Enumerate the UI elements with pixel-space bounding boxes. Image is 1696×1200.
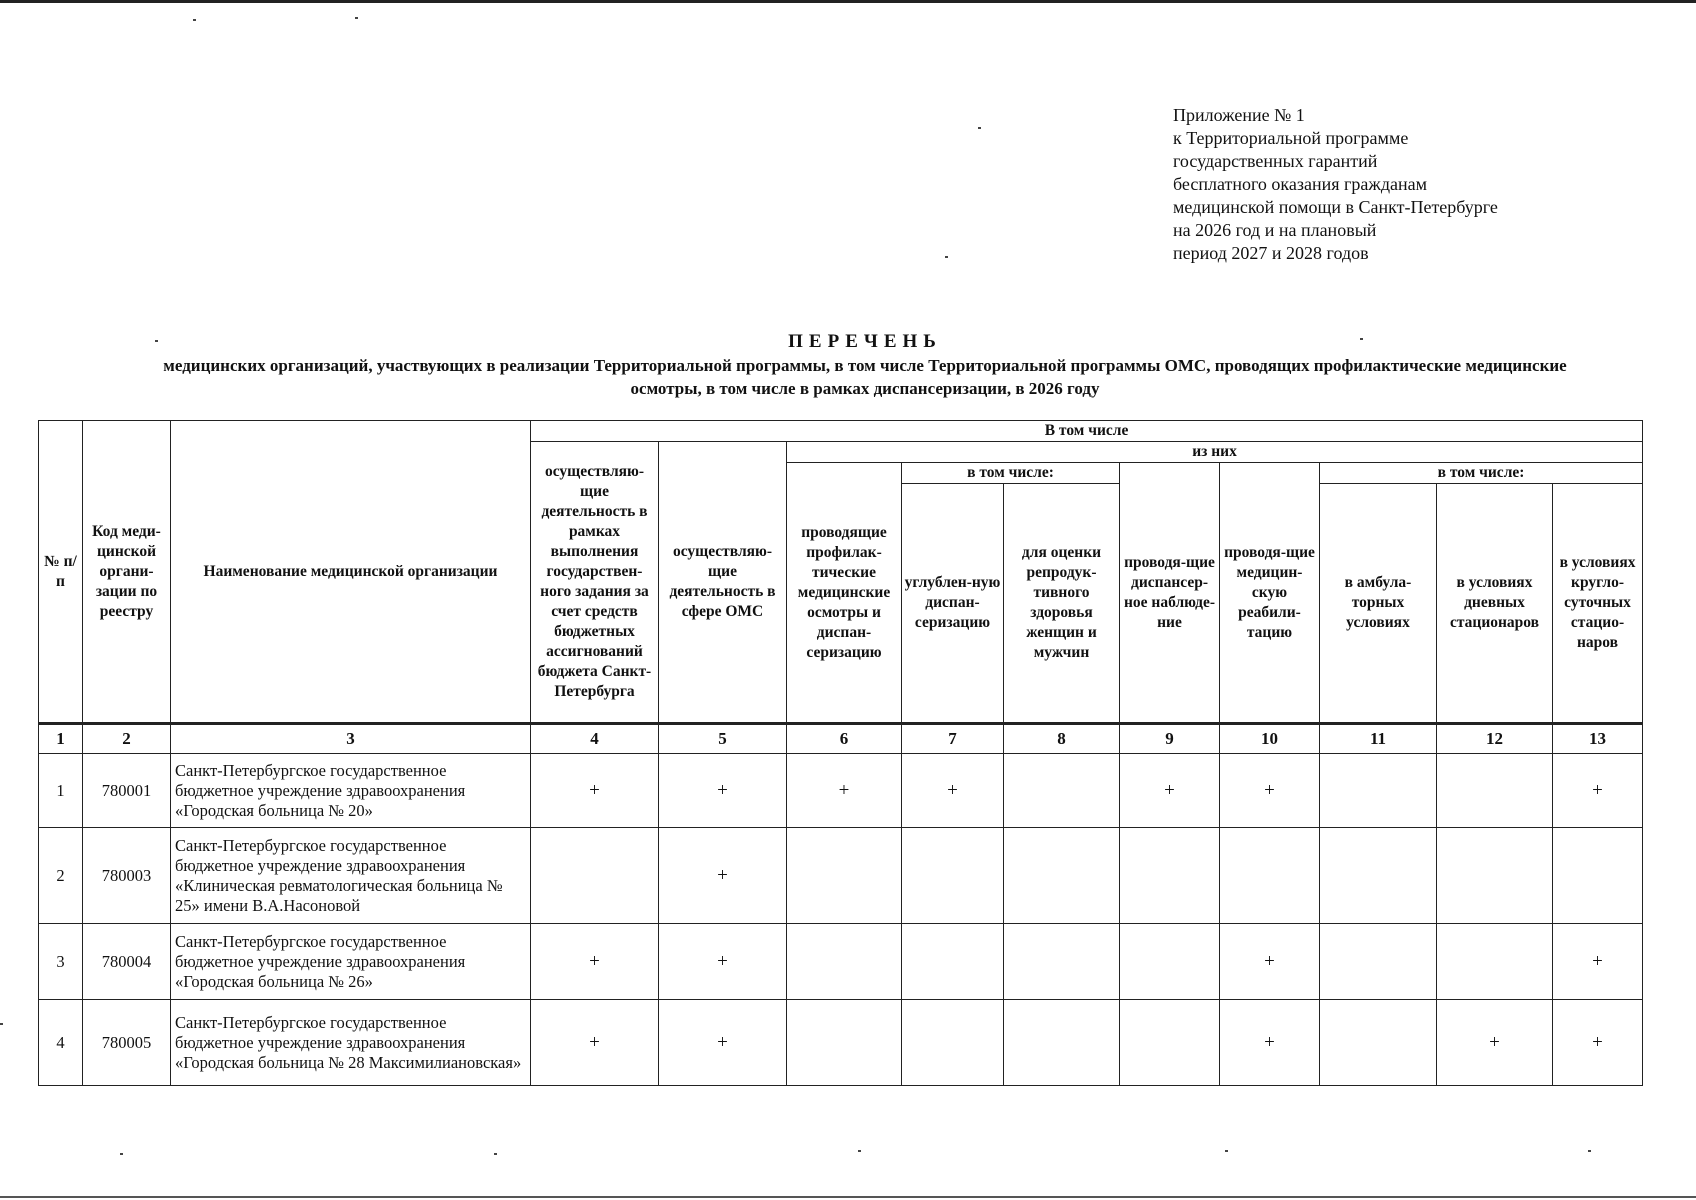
column-number: 8 (1004, 724, 1120, 754)
column-number: 13 (1553, 724, 1643, 754)
org-name: Санкт-Петербургское государственное бюджетное учреждение здравоохранения «Городская больница № 28 Максимилиановская» (171, 1000, 531, 1086)
scan-speck (120, 1153, 123, 1155)
cell-budget: + (531, 754, 659, 828)
scan-speck (945, 256, 948, 258)
cell-round (1553, 828, 1643, 924)
cell-repro (1004, 754, 1120, 828)
header-day: в условиях дневных стационаров (1437, 484, 1553, 724)
column-number: 12 (1437, 724, 1553, 754)
cell-day (1437, 828, 1553, 924)
table-row (39, 754, 1643, 828)
cell-repro (1004, 924, 1120, 1000)
org-name: Санкт-Петербургское государственное бюджетное учреждение здравоохранения «Клиническая ревматологическая больница № 25» имени В.А.Насоновой (171, 828, 531, 924)
cell-disp: + (1120, 754, 1220, 828)
cell-rehab: + (1220, 1000, 1320, 1086)
column-number: 2 (83, 724, 171, 754)
cell-oms: + (659, 828, 787, 924)
table-row (39, 828, 1643, 924)
cell-oms: + (659, 1000, 787, 1086)
scan-bottom-border (0, 1196, 1696, 1198)
column-number: 7 (902, 724, 1004, 754)
cell-rehab: + (1220, 924, 1320, 1000)
column-number: 5 (659, 724, 787, 754)
scan-speck (0, 1023, 3, 1025)
cell-disp (1120, 1000, 1220, 1086)
table-row (39, 924, 1643, 1000)
cell-rehab (1220, 828, 1320, 924)
header-repro: для оценки репродук-тивного здоровья женщин и мужчин (1004, 484, 1120, 724)
scan-speck (355, 17, 358, 19)
document-title (150, 330, 1580, 400)
org-name: Санкт-Петербургское государственное бюджетное учреждение здравоохранения «Городская больница № 20» (171, 754, 531, 828)
cell-prof (787, 924, 902, 1000)
org-code: 780005 (83, 1000, 171, 1086)
header-prof: проводящие профилак-тические медицинские осмотры и диспан-серизацию (787, 463, 902, 724)
scan-speck (858, 1150, 861, 1152)
cell-budget: + (531, 924, 659, 1000)
cell-ambul (1320, 924, 1437, 1000)
cell-deep (902, 828, 1004, 924)
cell-budget: + (531, 1000, 659, 1086)
column-number: 6 (787, 724, 902, 754)
org-name: Санкт-Петербургское государственное бюджетное учреждение здравоохранения «Городская больница № 26» (171, 924, 531, 1000)
cell-disp (1120, 828, 1220, 924)
organizations-table (38, 420, 1643, 1086)
title-main: ПЕРЕЧЕНЬ (788, 331, 942, 352)
column-number: 11 (1320, 724, 1437, 754)
title-subtitle: медицинских организаций, участвующих в реализации Территориальной программы, в том числе Территориальной программы ОМС, проводящих профилактические медицинские осмотры, в том числе в рамках диспансеризации, в 2026 году (163, 356, 1567, 398)
annex-note: Приложение № 1 к Территориальной программе государственных гарантий бесплатного оказания гражданам медицинской помощи в Санкт-Петербурге на 2026 год и на плановый период 2027 и 2028 годов (1173, 105, 1498, 263)
cell-repro (1004, 828, 1120, 924)
column-number: 9 (1120, 724, 1220, 754)
cell-day (1437, 924, 1553, 1000)
column-number: 1 (39, 724, 83, 754)
header-rehab: проводя-щие медицин-скую реабили-тацию (1220, 463, 1320, 724)
cell-oms: + (659, 754, 787, 828)
cell-ambul (1320, 828, 1437, 924)
scan-speck (1588, 1150, 1591, 1152)
row-number: 1 (39, 754, 83, 828)
scan-speck (193, 19, 196, 21)
cell-round: + (1553, 754, 1643, 828)
scan-speck (1225, 1150, 1228, 1152)
column-number-row (39, 724, 1643, 754)
cell-round: + (1553, 924, 1643, 1000)
cell-disp (1120, 924, 1220, 1000)
cell-repro (1004, 1000, 1120, 1086)
row-number: 2 (39, 828, 83, 924)
cell-budget (531, 828, 659, 924)
header-num: № п/п (39, 421, 83, 724)
cell-deep: + (902, 754, 1004, 828)
cell-deep (902, 1000, 1004, 1086)
scan-speck (978, 127, 981, 129)
cell-prof (787, 828, 902, 924)
header-budget: осуществляю-щие деятельность в рамках выполнения государствен-ного задания за счет средств бюджетных ассигнований бюджета Санкт-Петербурга (531, 442, 659, 724)
table-row (39, 1000, 1643, 1086)
cell-ambul (1320, 1000, 1437, 1086)
header-ambul: в амбула-торных условиях (1320, 484, 1437, 724)
cell-day (1437, 754, 1553, 828)
header-oms: осуществляю-щие деятельность в сфере ОМС (659, 442, 787, 724)
cell-oms: + (659, 924, 787, 1000)
row-number: 3 (39, 924, 83, 1000)
header-of-them: из них (787, 442, 1643, 463)
column-number: 4 (531, 724, 659, 754)
header-deep: углублен-ную диспан-серизацию (902, 484, 1004, 724)
column-number: 10 (1220, 724, 1320, 754)
header-disp: проводя-щие диспансер-ное наблюде-ние (1120, 463, 1220, 724)
column-number: 3 (171, 724, 531, 754)
header-row-1 (39, 421, 1643, 442)
org-code: 780004 (83, 924, 171, 1000)
header-name: Наименование медицинской организации (171, 421, 531, 724)
cell-day: + (1437, 1000, 1553, 1086)
header-including: В том числе (531, 421, 1643, 442)
scan-top-border (0, 0, 1696, 3)
cell-ambul (1320, 754, 1437, 828)
cell-prof (787, 1000, 902, 1086)
header-code: Код меди-цинской органи-зации по реестру (83, 421, 171, 724)
cell-rehab: + (1220, 754, 1320, 828)
row-number: 4 (39, 1000, 83, 1086)
scan-speck (494, 1153, 497, 1155)
header-incl-b: в том числе: (1320, 463, 1643, 484)
cell-deep (902, 924, 1004, 1000)
org-code: 780003 (83, 828, 171, 924)
cell-round: + (1553, 1000, 1643, 1086)
cell-prof: + (787, 754, 902, 828)
header-incl-a: в том числе: (902, 463, 1120, 484)
header-round: в условиях кругло-суточных стацио-наров (1553, 484, 1643, 724)
org-code: 780001 (83, 754, 171, 828)
